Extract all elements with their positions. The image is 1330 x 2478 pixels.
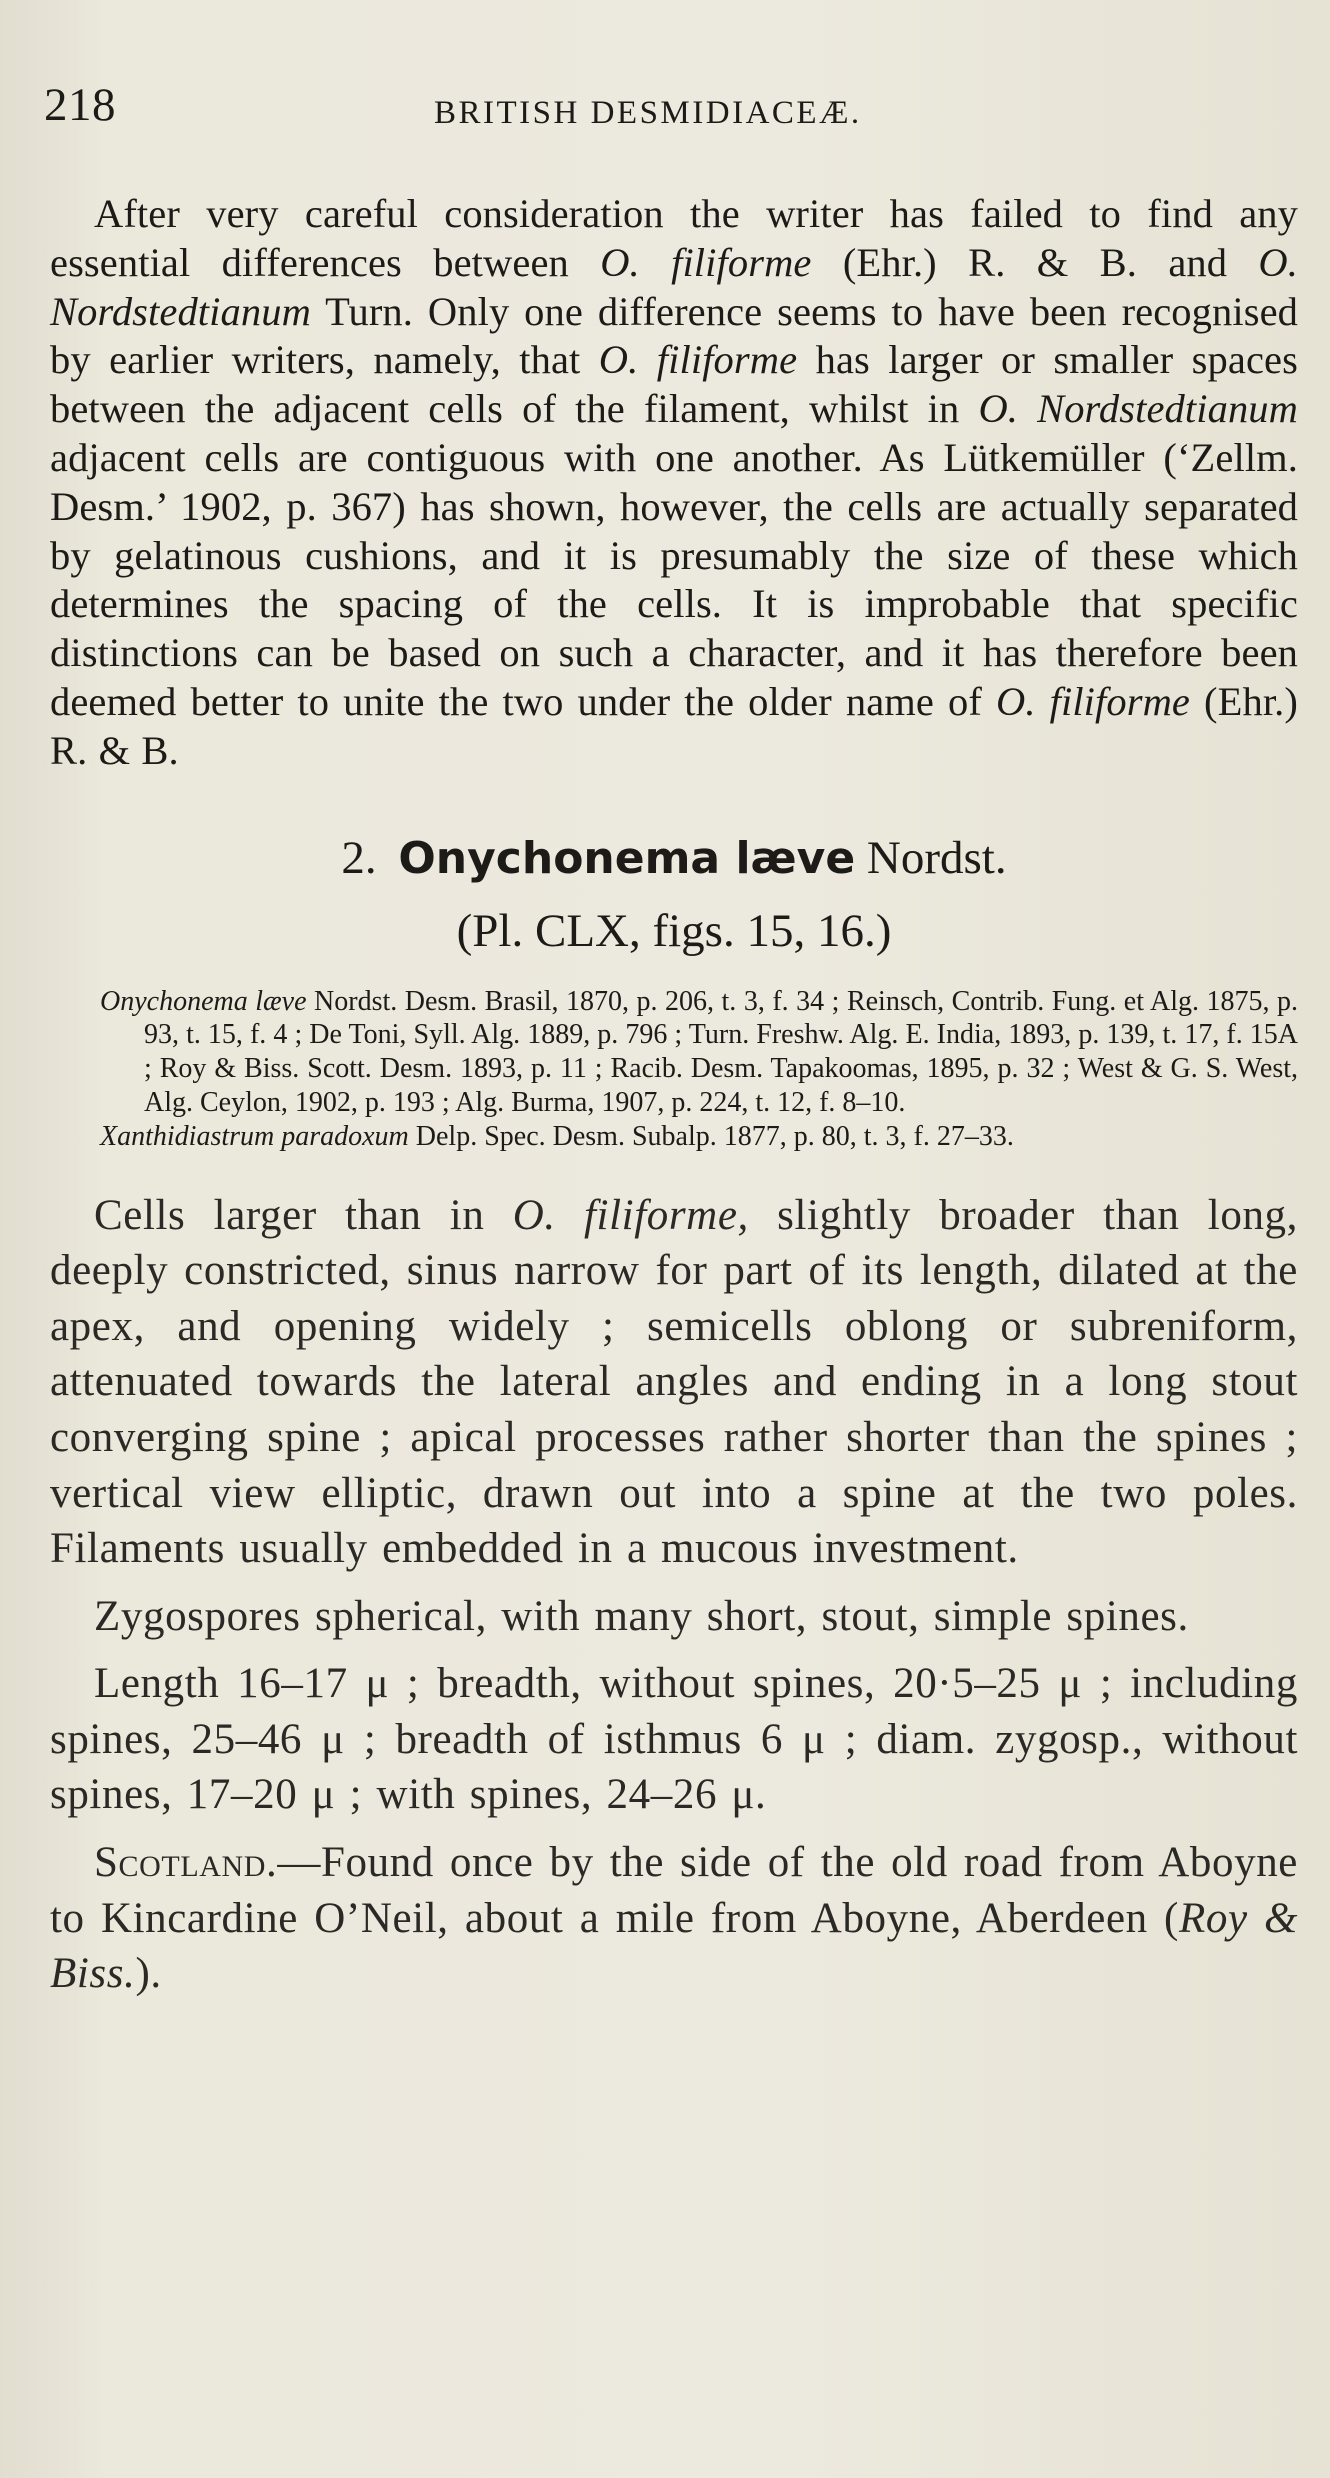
zygospore-paragraph: Zygospores spherical, with many short, stout, simple spines. <box>94 1592 1189 1640</box>
page-number: 218 <box>44 79 116 131</box>
taxon-name: O. Nordstedtianum <box>50 239 1298 334</box>
intro-text: After very careful consideration the writer has failed to find any essential differences between <box>50 191 1298 285</box>
synonym-citations: Delp. Spec. Desm. Subalp. 1877, p. 80, t. 3, f. 27–33. <box>408 1120 1014 1152</box>
species-name: Onychonema læve <box>398 832 856 884</box>
page-body <box>50 190 1298 2002</box>
synonymy-block <box>50 985 1298 1154</box>
intro-text: adjacent cells are contiguous with one another. As Lütkemüller (‘Zellm. Desm.’ 1902, p. 367) has shown, however, the cells are actually separated by gelatinous cushions, and it is presumably the size of these which determines the spacing of the cells. It is improbable that specific distinctions can be based on such a character, and it has therefore been deemed better to unite the two under the older name of <box>50 434 1298 724</box>
synonym-name: Onychonema læve <box>100 985 307 1017</box>
measurements-paragraph: Length 16–17 μ ; breadth, without spines, 20·5–25 μ ; including spines, 25–46 μ ; breadth of isthmus 6 μ ; diam. zygosp., without spines, 17–20 μ ; with spines, 24–26 μ. <box>50 1660 1298 1819</box>
synonymy-entry <box>100 985 1298 1120</box>
intro-text: (Ehr.) R. & B. and <box>811 239 1259 285</box>
collectors: Roy & Biss. <box>50 1894 1298 1998</box>
synonym-name: Xanthidiastrum paradoxum <box>100 1120 409 1152</box>
synonymy-entry <box>100 1120 1298 1154</box>
plate-reference: (Pl. CLX, figs. 15, 16.) <box>456 904 892 957</box>
page-header <box>44 72 1304 142</box>
species-authority: Nordst. <box>866 831 1007 884</box>
intro-text: Turn. Only one difference seems to have been recognised by earlier writers, namely, that <box>50 288 1298 383</box>
taxon-name: O. filiforme, <box>512 1191 749 1239</box>
taxon-name: O. filiforme <box>598 337 798 383</box>
intro-text: has larger or smaller spaces between the adjacent cells of the filament, whilst in <box>50 337 1298 432</box>
description-paragraph <box>50 1188 1298 1577</box>
intro-text: (Ehr.) R. & B. <box>50 678 1298 773</box>
locality-text: —Found once by the side of the old road from Aboyne to Kincardine O’Neil, about a mile from Aboyne, Aberdeen ( <box>50 1839 1298 1942</box>
species-heading <box>50 828 1298 889</box>
locality-text: ). <box>135 1950 162 1998</box>
running-head: BRITISH DESMIDIACEÆ. <box>434 95 862 131</box>
locality-paragraph <box>50 1835 1298 2002</box>
species-number: 2. <box>341 831 377 884</box>
taxon-name: O. filiforme <box>600 239 812 285</box>
species-description <box>50 1188 1298 2002</box>
taxon-name: O. filiforme <box>996 678 1191 724</box>
locality-region: Scotland. <box>94 1839 278 1887</box>
description-text: Cells larger than in <box>94 1191 513 1239</box>
taxon-name: O. Nordstedtianum <box>978 386 1298 432</box>
synonym-citations: Nordst. Desm. Brasil, 1870, p. 206, t. 3, f. 34 ; Reinsch, Contrib. Fung. et Alg. 1875, p. 93, t. 15, f. 4 ; De Toni, Syll. Alg. 1889, p. 796 ; Turn. Freshw. Alg. E. India, 1893, p. 139, t. 17, f. 15A ; Roy & Biss. Scott. Desm. 1893, p. 11 ; Racib. Desm. Tapakoomas, 1895, p. 32 ; West & G. S. West, Alg. Ceylon, 1902, p. 193 ; Alg. Burma, 1907, p. 224, t. 12, f. 8–10. <box>144 985 1298 1118</box>
description-text: slightly broader than long, deeply constricted, sinus narrow for part of its length, dilated at the apex, and opening widely ; semicells oblong or subreniform, attenuated towards the lateral angles and ending in a long stout converging spine ; apical processes rather shorter than the spines ; vertical view elliptic, drawn out into a spine at the two poles. Filaments usually embedded in a mucous investment. <box>50 1191 1298 1573</box>
intro-paragraph <box>50 190 1298 776</box>
